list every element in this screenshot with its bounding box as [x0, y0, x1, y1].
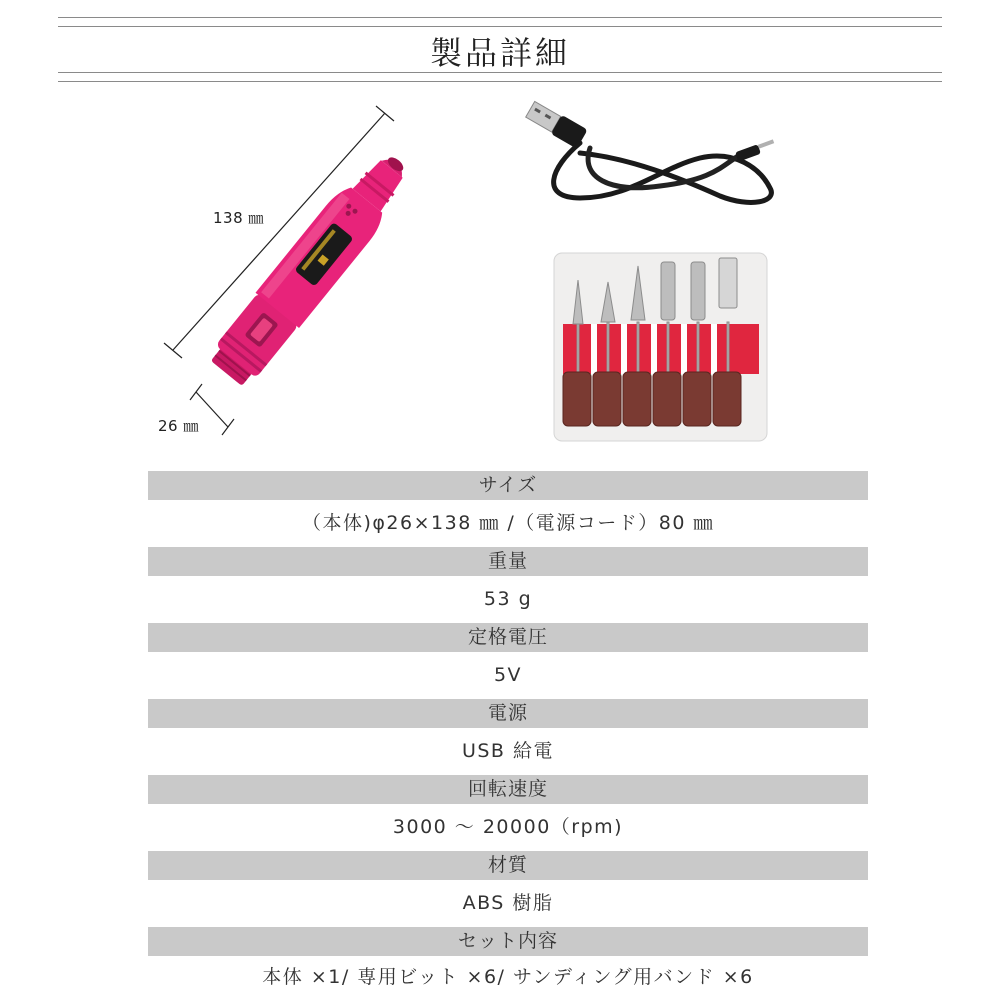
spec-label-contents: セット内容: [148, 927, 868, 956]
spec-label-size: サイズ: [148, 471, 868, 500]
spec-value-weight: 53 g: [483, 588, 533, 610]
spec-label-power: 電源: [148, 699, 868, 728]
length-dimension-label: 138 ㎜: [213, 209, 264, 227]
spec-value-size: （本体)φ26×138 ㎜ /（電源コード）80 ㎜: [301, 512, 714, 534]
usb-cable-image: [520, 98, 785, 210]
spec-label-speed: 回転速度: [148, 775, 868, 804]
nail-drill-image: [150, 100, 460, 445]
spec-value-power: USB 給電: [461, 740, 555, 762]
spec-label-weight: 重量: [148, 547, 868, 576]
diameter-dimension-label: 26 ㎜: [158, 417, 199, 435]
spec-label-voltage: 定格電圧: [148, 623, 868, 652]
spec-value-material: ABS 樹脂: [462, 892, 554, 914]
spec-value-voltage: 5V: [493, 664, 523, 686]
spec-value-speed: 3000 ～ 20000（rpm): [392, 816, 624, 838]
spec-label-material: 材質: [148, 851, 868, 880]
top-rule-2: [58, 26, 942, 27]
bit-set-image: [553, 252, 768, 442]
spec-table: [148, 471, 868, 1003]
page-title: 製品詳細: [429, 34, 570, 72]
top-rule-1: [58, 17, 942, 18]
bottom-rule-1: [58, 72, 942, 73]
bottom-rule-2: [58, 81, 942, 82]
spec-value-contents: 本体 ×1/ 専用ビット ×6/ サンディング用バンド ×6: [262, 966, 754, 988]
